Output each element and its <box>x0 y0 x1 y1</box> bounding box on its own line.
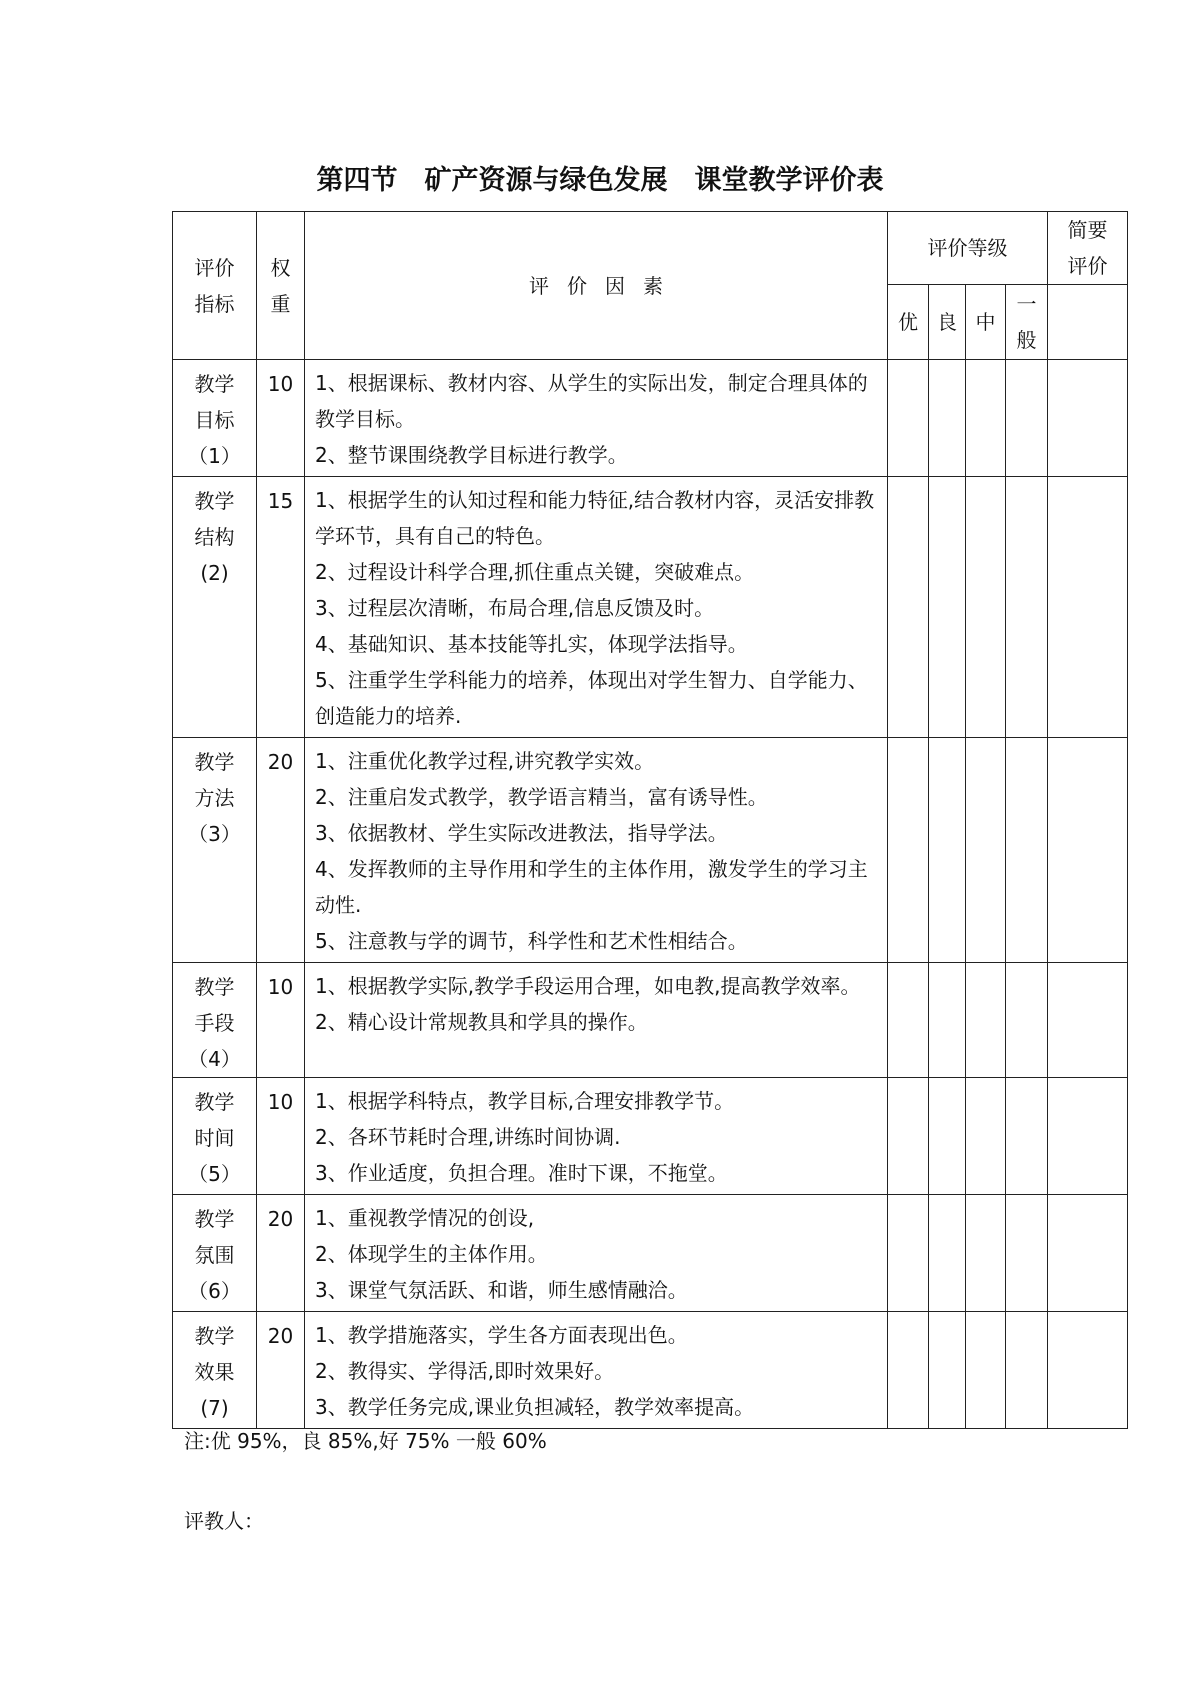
grade-medium-cell[interactable] <box>966 360 1006 477</box>
grade-medium-cell[interactable] <box>966 477 1006 738</box>
factor-item: 1、注重优化教学过程,讲究教学实效。 <box>315 749 655 773</box>
grade-good-cell[interactable] <box>929 963 966 1078</box>
indicator-line: （4） <box>188 1047 241 1071</box>
factor-item: 3、教学任务完成,课业负担减轻，教学效率提高。 <box>315 1395 755 1419</box>
header-weight-line: 权 <box>270 255 291 280</box>
indicator-cell <box>173 963 257 1078</box>
factor-item: 1、根据学生的认知过程和能力特征,结合教材内容，灵活安排教学环节，具有自己的特色。 <box>315 488 875 548</box>
grade-average-cell[interactable] <box>1006 1312 1048 1429</box>
header-brief <box>1048 212 1128 285</box>
header-brief-line: 评价 <box>1067 254 1108 278</box>
grade-good-cell[interactable] <box>929 1078 966 1195</box>
header-indicator-line: 评价 <box>194 255 235 280</box>
factor-item: 3、课堂气氛活跃、和谐，师生感情融洽。 <box>315 1278 688 1302</box>
header-weight <box>257 212 305 360</box>
grade-excellent-cell[interactable] <box>888 1078 929 1195</box>
indicator-line: 目标 <box>194 408 235 432</box>
page-title: 第四节 矿产资源与绿色发展 课堂教学评价表 <box>316 165 884 196</box>
grade-average-cell[interactable] <box>1006 1195 1048 1312</box>
indicator-cell <box>173 477 257 738</box>
weight-cell: 20 <box>257 738 305 963</box>
table-row <box>173 738 1128 963</box>
grade-medium-cell[interactable] <box>966 738 1006 963</box>
indicator-cell <box>173 1078 257 1195</box>
factors-cell <box>305 360 888 477</box>
grade-average-cell[interactable] <box>1006 477 1048 738</box>
indicator-line: 效果 <box>194 1360 235 1384</box>
indicator-line: 教学 <box>194 489 235 513</box>
factor-item: 1、根据学科特点，教学目标,合理安排教学节。 <box>315 1089 735 1113</box>
factor-item: 5、注意教与学的调节，科学性和艺术性相结合。 <box>315 929 748 953</box>
table-row <box>173 477 1128 738</box>
table-row <box>173 1195 1128 1312</box>
indicator-cell <box>173 1312 257 1429</box>
grade-good-cell[interactable] <box>929 738 966 963</box>
grade-excellent: 优 <box>888 285 929 360</box>
indicator-line: 手段 <box>194 1011 235 1035</box>
factor-item: 5、注重学生学科能力的培养，体现出对学生智力、自学能力、创造能力的培养. <box>315 668 868 728</box>
indicator-line: 教学 <box>194 1207 235 1231</box>
grade-medium-cell[interactable] <box>966 1312 1006 1429</box>
table-row <box>173 963 1128 1078</box>
indicator-line: (2) <box>200 561 229 585</box>
indicator-line: 教学 <box>194 1090 235 1114</box>
factor-item: 3、过程层次清晰，布局合理,信息反馈及时。 <box>315 596 715 620</box>
indicator-line: 教学 <box>194 372 235 396</box>
factor-item: 2、精心设计常规教具和学具的操作。 <box>315 1010 648 1034</box>
grade-medium-cell[interactable] <box>966 1195 1006 1312</box>
factor-item: 3、作业适度，负担合理。准时下课，不拖堂。 <box>315 1161 728 1185</box>
grade-average <box>1006 285 1048 360</box>
table-row <box>173 360 1128 477</box>
factor-item: 1、根据课标、教材内容、从学生的实际出发，制定合理具体的教学目标。 <box>315 371 868 431</box>
header-indicator <box>173 212 257 360</box>
evaluation-table <box>172 211 1128 1429</box>
factors-cell <box>305 738 888 963</box>
factors-cell <box>305 477 888 738</box>
indicator-line: 方法 <box>194 786 235 810</box>
weight-cell: 20 <box>257 1312 305 1429</box>
factor-item: 2、过程设计科学合理,抓住重点关键，突破难点。 <box>315 560 755 584</box>
brief-evaluation-cell[interactable] <box>1048 1078 1128 1195</box>
indicator-cell <box>173 1195 257 1312</box>
weight-cell: 10 <box>257 1078 305 1195</box>
factor-item: 2、注重启发式教学，教学语言精当，富有诱导性。 <box>315 785 768 809</box>
grade-good-cell[interactable] <box>929 1312 966 1429</box>
grade-average-cell[interactable] <box>1006 963 1048 1078</box>
factor-item: 3、依据教材、学生实际改进教法，指导学法。 <box>315 821 728 845</box>
indicator-line: （5） <box>188 1162 241 1186</box>
indicator-line: 时间 <box>194 1126 235 1150</box>
weight-cell: 10 <box>257 360 305 477</box>
evaluator-label: 评教人： <box>184 1509 264 1533</box>
factor-item: 4、发挥教师的主导作用和学生的主体作用，激发学生的学习主动性. <box>315 857 868 917</box>
grade-good-cell[interactable] <box>929 477 966 738</box>
indicator-line: 氛围 <box>194 1243 235 1267</box>
grade-good-cell[interactable] <box>929 360 966 477</box>
grade-average-cell[interactable] <box>1006 360 1048 477</box>
header-indicator-line: 指标 <box>194 291 235 316</box>
indicator-cell <box>173 738 257 963</box>
grade-note: 注:优 95%，良 85%,好 75% 一般 60% <box>184 1429 547 1453</box>
factor-item: 2、教得实、学得活,即时效果好。 <box>315 1359 615 1383</box>
header-weight-line: 重 <box>270 291 291 316</box>
factors-cell <box>305 1078 888 1195</box>
grade-excellent-cell[interactable] <box>888 1312 929 1429</box>
header-grade-group: 评价等级 <box>888 212 1048 285</box>
header-brief-line: 简要 <box>1067 218 1108 242</box>
weight-cell: 15 <box>257 477 305 738</box>
indicator-cell <box>173 360 257 477</box>
factor-item: 2、体现学生的主体作用。 <box>315 1242 548 1266</box>
factor-item: 2、整节课围绕教学目标进行教学。 <box>315 443 628 467</box>
grade-medium-cell[interactable] <box>966 1078 1006 1195</box>
brief-evaluation-cell[interactable] <box>1048 1195 1128 1312</box>
grade-excellent-cell[interactable] <box>888 1195 929 1312</box>
factors-cell <box>305 1312 888 1429</box>
brief-evaluation-cell[interactable] <box>1048 1312 1128 1429</box>
factor-item: 1、重视教学情况的创设, <box>315 1206 535 1230</box>
indicator-line: 教学 <box>194 750 235 774</box>
brief-evaluation-cell[interactable] <box>1048 360 1128 477</box>
grade-medium-cell[interactable] <box>966 963 1006 1078</box>
header-factors: 评价因素 <box>305 212 888 360</box>
indicator-line: （3） <box>188 822 241 846</box>
indicator-line: 教学 <box>194 975 235 999</box>
brief-blank-cell[interactable] <box>1048 285 1128 360</box>
indicator-line: 结构 <box>194 525 235 549</box>
grade-excellent-cell[interactable] <box>888 477 929 738</box>
brief-evaluation-cell[interactable] <box>1048 738 1128 963</box>
grade-excellent-cell[interactable] <box>888 963 929 1078</box>
grade-average-cell[interactable] <box>1006 1078 1048 1195</box>
grade-excellent-cell[interactable] <box>888 738 929 963</box>
indicator-line: (7) <box>200 1396 229 1420</box>
factors-cell <box>305 963 888 1078</box>
grade-good-cell[interactable] <box>929 1195 966 1312</box>
grade-good: 良 <box>929 285 966 360</box>
grade-medium: 中 <box>966 285 1006 360</box>
factor-item: 4、基础知识、基本技能等扎实，体现学法指导。 <box>315 632 748 656</box>
grade-average-cell[interactable] <box>1006 738 1048 963</box>
brief-evaluation-cell[interactable] <box>1048 963 1128 1078</box>
brief-evaluation-cell[interactable] <box>1048 477 1128 738</box>
weight-cell: 10 <box>257 963 305 1078</box>
grade-average-line: 一 <box>1016 292 1037 316</box>
table-row <box>173 1312 1128 1429</box>
factors-cell <box>305 1195 888 1312</box>
factor-item: 1、根据教学实际,教学手段运用合理，如电教,提高教学效率。 <box>315 974 861 998</box>
factor-item: 1、教学措施落实，学生各方面表现出色。 <box>315 1323 688 1347</box>
indicator-line: 教学 <box>194 1324 235 1348</box>
indicator-line: （1） <box>188 444 241 468</box>
grade-average-line: 般 <box>1016 328 1037 352</box>
weight-cell: 20 <box>257 1195 305 1312</box>
indicator-line: （6） <box>188 1279 241 1303</box>
table-row <box>173 1078 1128 1195</box>
grade-excellent-cell[interactable] <box>888 360 929 477</box>
factor-item: 2、各环节耗时合理,讲练时间协调. <box>315 1125 621 1149</box>
